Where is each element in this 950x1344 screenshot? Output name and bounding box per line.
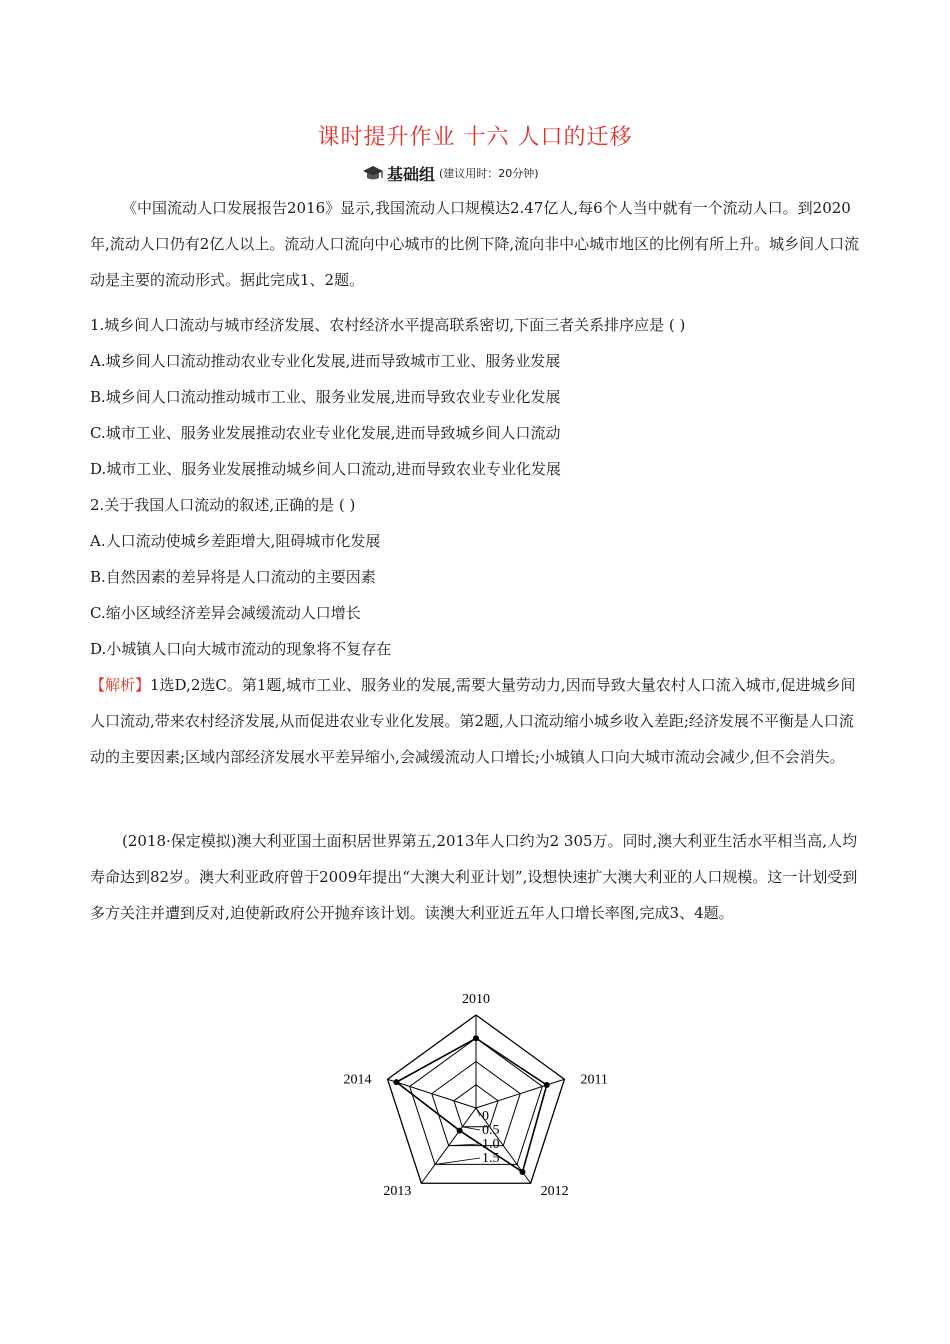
section-label: 基础组 bbox=[387, 164, 436, 184]
radar-spoke bbox=[388, 1079, 476, 1108]
series-line bbox=[396, 1038, 546, 1172]
graduation-cap-icon bbox=[362, 165, 384, 181]
tick-label: 0.5 bbox=[482, 1123, 500, 1138]
analysis-paragraph bbox=[90, 667, 860, 775]
intro-paragraph-2: (2018·保定模拟)澳大利亚国土面积居世界第五,2013年人口约为2 305万。同时,澳大利亚生活水平相当高,人均寿命达到82岁。澳大利亚政府曾于2009年提出“大澳大利亚计划”,设想快速扩大澳大利亚的人口规模。这一计划受到多方关注并遭到反对,迫使新政府公开抛弃该计划。读澳大利亚近五年人口增长率图,完成3、4题。 bbox=[90, 832, 858, 922]
tick-leader bbox=[435, 1158, 480, 1164]
question-2-stem: 2.关于我国人口流动的叙述,正确的是 ( ) bbox=[90, 496, 356, 514]
tick-label: 0 bbox=[482, 1109, 489, 1124]
data-point-2011 bbox=[544, 1082, 550, 1088]
population-growth-radar-chart bbox=[330, 985, 620, 1205]
radar-spoke bbox=[476, 1079, 564, 1108]
question-1-option-c: C.城市工业、服务业发展推动农业专业化发展,进而导致城乡间人口流动 bbox=[90, 424, 561, 442]
data-point-2014 bbox=[393, 1079, 399, 1085]
question-1-stem: 1.城乡间人口流动与城市经济发展、农村经济水平提高联系密切,下面三者关系排序应是 ( ) bbox=[90, 316, 686, 334]
section-header bbox=[362, 162, 539, 184]
analysis-text: 1选D,2选C。第1题,城市工业、服务业的发展,需要大量劳动力,因而导致大量农村人口流入城市,促进城乡间人口流动,带来农村经济发展,从而促进农业专业化发展。第2题,人口流动缩小城乡收入差距;经济发展不平衡是人口流动的主要因素;区域内部经济发展水平差异缩小,会减缓流动人口增长;小城镇人口向大城市流动会减少,但不会消失。 bbox=[90, 676, 856, 766]
intro-paragraph-1: 《中国流动人口发展报告2016》显示,我国流动人口规模达2.47亿人,每6个人当中就有一个流动人口。到2020年,流动人口仍有2亿人以上。流动人口流向中心城市的比例下降,流向非中心城市地区的比例有所上升。城乡间人口流动是主要的流动形式。据此完成1、2题。 bbox=[90, 199, 860, 289]
analysis-tag: 【解析】 bbox=[90, 676, 151, 694]
tick-label: 1.0 bbox=[482, 1137, 500, 1152]
question-1-option-a: A.城乡间人口流动推动农业专业化发展,进而导致城市工业、服务业发展 bbox=[90, 352, 561, 370]
section-note: (建议用时：20分钟) bbox=[439, 167, 539, 180]
question-2-option-c: C.缩小区域经济差异会减缓流动人口增长 bbox=[90, 604, 361, 622]
tick-label: 1.5 bbox=[482, 1151, 500, 1166]
category-label-2010: 2010 bbox=[462, 992, 490, 1007]
question-1-option-b: B.城乡间人口流动推动城市工业、服务业发展,进而导致农业专业化发展 bbox=[90, 388, 561, 406]
question-2-option-b: B.自然因素的差异将是人口流动的主要因素 bbox=[90, 568, 376, 586]
page-title: 课时提升作业 十六 人口的迁移 bbox=[317, 125, 633, 150]
question-2-option-a: A.人口流动使城乡差距增大,阻碍城市化发展 bbox=[90, 532, 381, 550]
data-point-2013 bbox=[457, 1128, 463, 1134]
category-label-2014: 2014 bbox=[343, 1072, 372, 1088]
question-1-option-d: D.城市工业、服务业发展推动城乡间人口流动,进而导致农业专业化发展 bbox=[90, 460, 562, 478]
data-point-2012 bbox=[519, 1169, 525, 1175]
question-2-option-d: D.小城镇人口向大城市流动的现象将不复存在 bbox=[90, 640, 392, 658]
category-label-2012: 2012 bbox=[540, 1184, 569, 1200]
category-label-2011: 2011 bbox=[580, 1072, 608, 1088]
data-point-2010 bbox=[473, 1035, 479, 1041]
category-label-2013: 2013 bbox=[383, 1184, 412, 1200]
